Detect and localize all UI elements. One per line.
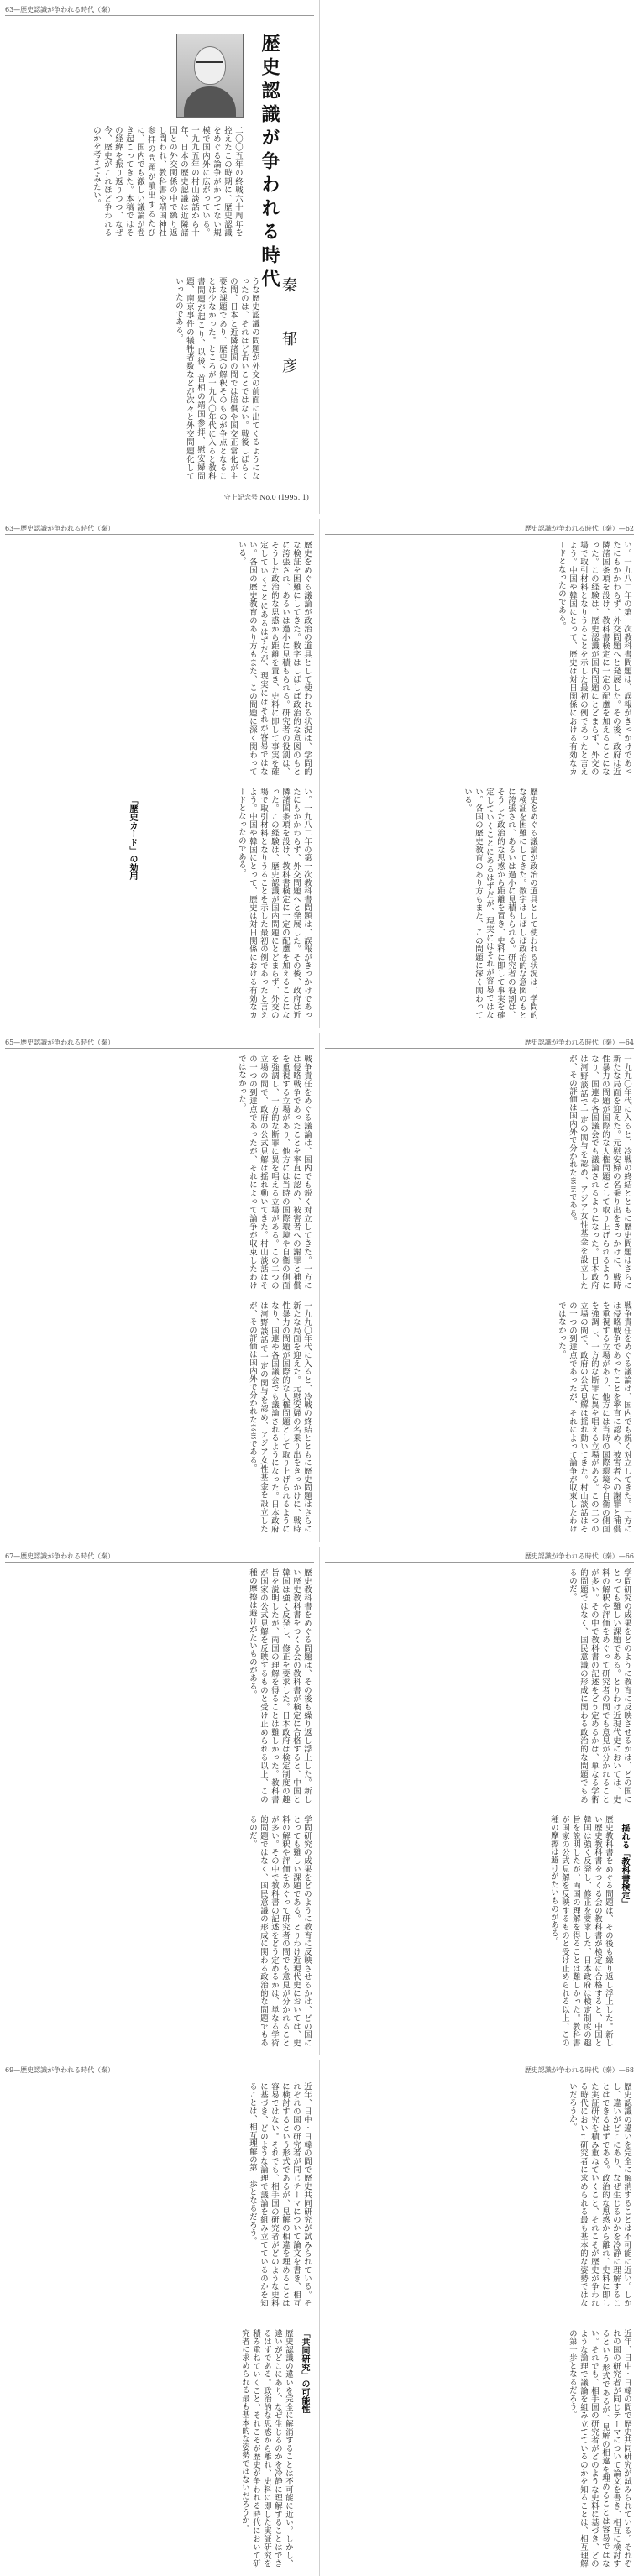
running-header: 65—歴史認識が争われる時代（秦） xyxy=(5,1039,115,1046)
header-rule xyxy=(5,1048,314,1049)
section-heading: 「共同研究」の可能性 xyxy=(300,2329,309,2413)
body-text-bottom: 近年、日中・日韓の間で歴史共同研究が試みられている。それぞれの国の研究者が同じテーマについて論文を書き、相互に検討するという形式であるが、見解の相違を埋めることは容易ではない。それでも、相手国の研究者がどのような史料に基づき、どのような論理で議論を組み立てているのかを知ることは、相互理解の第一歩となるだろう。 xyxy=(568,2329,631,2568)
author-name: 秦 郁彦 xyxy=(280,277,297,385)
page-right xyxy=(320,2060,639,2576)
blank-page xyxy=(320,0,639,514)
running-header: 歴史認識が争われる時代（秦）—62 xyxy=(524,525,634,532)
running-header: 69—歴史認識が争われる時代（秦） xyxy=(5,2066,115,2074)
running-header: 歴史認識が争われる時代（秦）—66 xyxy=(524,1552,634,1560)
spread-2 xyxy=(0,519,639,1028)
body-text-bottom: 歴史をめぐる議論が政治の道具として使われる状況は、学問的な検証を困難にしてきた。数字はしばしば政治的な意図のもとに誇張され、あるいは過小に見積もられる。研究者の役割は、そうした政治的な思惑から距離を置き、史料に即して事実を確定していくことにあるはずだが、現実にはそれが容易ではない。各国の歴史教育のあり方もまた、この問題に深く関わっている。 xyxy=(463,788,537,1019)
body-text-top: 歴史教科書をめぐる問題は、その後も繰り返し浮上した。新しい歴史教科書をつくる会の教科書が検定に合格すると、中国と韓国は強く反発し、修正を要求した。日本政府は検定制度の趣旨を説明したが、両国の理解を得ることは難しかった。教科書が国家の公式見解を反映するものと受け止められる以上、この種の摩擦は避けがたいものがある。 xyxy=(248,1568,312,1804)
body-text-top: 戦争責任をめぐる議論は、国内でも鋭く対立してきた。一方には侵略戦争であったことを率直に認め、被害者への謝罪と補償を重視する立場があり、他方には当時の国際環境や自衛の側面を強調し、一方的な断罪に異を唱える立場がある。この二つの立場の間で、政府の公式見解は揺れ動いてきた。村山談話はその一つの到達点であったが、それによって論争が収束したわけではなかった。 xyxy=(237,1055,312,1290)
running-header: 63—歴史認識が争われる時代（秦） xyxy=(5,525,115,532)
header-rule xyxy=(325,534,634,535)
body-text-bottom: 学問研究の成果をどのように教育に反映させるかは、どの国にとっても難しい課題である。とりわけ近現代史においては、史料の解釈や評価をめぐって研究者の間でも意見が分かれることが多い。その中で教科書の記述をどう定めるかは、単なる学術的問題ではなく、国民意識の形成に関わる政治的な問題でもあるのだ。 xyxy=(248,1815,312,2047)
spread-4 xyxy=(0,1547,639,2055)
body-text-top: 近年、日中・日韓の間で歴史共同研究が試みられている。それぞれの国の研究者が同じテーマについて論文を書き、相互に検討するという形式であるが、見解の相違を埋めることは容易ではない。それでも、相手国の研究者がどのような史料に基づき、どのような論理で議論を組み立てているのかを知ることは、相互理解の第一歩となるだろう。 xyxy=(248,2082,312,2307)
article-title: 歴史認識が争われる時代 xyxy=(259,34,280,292)
page-left xyxy=(0,519,319,1028)
body-text-top: い。一九八二年の第一次教科書問題は、誤報がきっかけであったにもかかわらず、外交問題へと発展した。その後、政府は近隣諸国条項を設け、教科書検定に一定の配慮を加えることになった。この経験は、歴史認識が国内問題にとどまらず、外交の場で取引材料となりうることを示した最初の例であったと言えよう。中国や韓国にとって、歴史は対日関係における有効なカードとなったのである。 xyxy=(557,541,631,776)
page-left xyxy=(0,1033,319,1542)
page-left xyxy=(0,2060,319,2576)
body-text-bottom: 歴史認識の違いを完全に解消することは不可能に近い。しかし、違いがどこにあり、なぜ生じるのかを冷静に理解することはできるはずである。政治的な思惑から離れ、史料に即した実証研究を積み重ねていくこと、それこそが歴史が争われる時代において研究者に求められる最も基本的な姿勢ではないだろうか。 xyxy=(240,2329,293,2568)
header-rule xyxy=(5,1562,314,1563)
page-left xyxy=(0,1547,319,2055)
header-rule xyxy=(5,15,314,16)
section-heading: 「歴史カード」の効用 xyxy=(128,796,137,880)
body-text-a: うな歴史認識の問題が外交の前面に出てくるようになったのは、それほど古いことではない。戦後しばらくの間、日本と近隣諸国の間では賠償や国交正常化が主要な課題であり、歴史の解釈そのものが争点となることは少なかった。ところが一九八〇年代に入ると教科書問題が起こり、以後、首相の靖国参拝、慰安婦問題、南京事件の犠牲者数などが次々と外交問題化していったのである。 xyxy=(174,277,259,480)
spread-5 xyxy=(0,2060,639,2576)
body-text-bottom: 一九九〇年代に入ると、冷戦の終結とともに歴史問題はさらに新たな局面を迎えた。元慰安婦の名乗り出をきっかけに、戦時性暴力の問題が国際的な人権問題として取り上げられるようになり、国連や各国議会でも議論されるようになった。日本政府は河野談話で一定の関与を認め、アジア女性基金を設立したが、その評価は国内外で分かれたままである。 xyxy=(248,1301,312,1533)
body-text-top: 歴史認識の違いを完全に解消することは不可能に近い。しかし、違いがどこにあり、なぜ生じるのかを冷静に理解することはできるはずである。政治的な思惑から離れ、史料に即した実証研究を積み重ねていくこと、それこそが歴史が争われる時代において研究者に求められる最も基本的な姿勢ではないだろうか。 xyxy=(568,2082,631,2307)
spread-3 xyxy=(0,1033,639,1542)
page-right xyxy=(320,519,639,1028)
running-header: 歴史認識が争われる時代（秦）—64 xyxy=(524,1039,634,1046)
header-rule xyxy=(5,534,314,535)
running-header: 67—歴史認識が争われる時代（秦） xyxy=(5,1552,115,1560)
body-text-bottom: 歴史教科書をめぐる問題は、その後も繰り返し浮上した。新しい歴史教科書をつくる会の教科書が検定に合格すると、中国と韓国は強く反発し、修正を要求した。日本政府は検定制度の趣旨を説明したが、両国の理解を得ることは難しかった。教科書が国家の公式見解を反映するものと受け止められる以上、この種の摩擦は避けがたいものがある。 xyxy=(549,1815,613,2047)
section-heading: 揺れる「教科書検定」 xyxy=(620,1824,629,1908)
author-photo xyxy=(176,34,244,118)
spread-1 xyxy=(0,0,639,514)
header-rule xyxy=(325,1562,634,1563)
title-page xyxy=(0,0,319,514)
body-text-top: 歴史をめぐる議論が政治の道具として使われる状況は、学問的な検証を困難にしてきた。数字はしばしば政治的な意図のもとに誇張され、あるいは過小に見積もられる。研究者の役割は、そうした政治的な思惑から距離を置き、史料に即して事実を確定していくことにあるはずだが、現実にはそれが容易ではない。各国の歴史教育のあり方もまた、この問題に深く関わっている。 xyxy=(237,541,312,776)
body-text-bottom: 戦争責任をめぐる議論は、国内でも鋭く対立してきた。一方には侵略戦争であったことを率直に認め、被害者への謝罪と補償を重視する立場があり、他方には当時の国際環境や自衛の側面を強調し、一方的な断罪に異を唱える立場がある。この二つの立場の間で、政府の公式見解は揺れ動いてきた。村山談話はその一つの到達点であったが、それによって論争が収束したわけではなかった。 xyxy=(557,1301,631,1533)
body-text-top: 学問研究の成果をどのように教育に反映させるかは、どの国にとっても難しい課題である。とりわけ近現代史においては、史料の解釈や評価をめぐって研究者の間でも意見が分かれることが多い。その中で教科書の記述をどう定めるかは、単なる学術的問題ではなく、国民意識の形成に関わる政治的な問題でもあるのだ。 xyxy=(568,1568,631,1804)
running-header: 63—歴史認識が争われる時代（秦） xyxy=(5,6,115,13)
page-right xyxy=(320,1547,639,2055)
page-right xyxy=(320,1033,639,1542)
body-text-bottom: い。一九八二年の第一次教科書問題は、誤報がきっかけであったにもかかわらず、外交問題へと発展した。その後、政府は近隣諸国条項を設け、教科書検定に一定の配慮を加えることになった。この経験は、歴史認識が国内問題にとどまらず、外交の場で取引材料となりうることを示した最初の例であったと言えよう。中国や韓国にとって、歴史は対日関係における有効なカードとなったのである。 xyxy=(237,788,312,1019)
publication-info: 守上記念号 No.0 (1995. 1) xyxy=(223,494,309,501)
running-header: 歴史認識が争われる時代（秦）—68 xyxy=(524,2066,634,2074)
body-text-top: 一九九〇年代に入ると、冷戦の終結とともに歴史問題はさらに新たな局面を迎えた。元慰安婦の名乗り出をきっかけに、戦時性暴力の問題が国際的な人権問題として取り上げられるようになり、国連や各国議会でも議論されるようになった。日本政府は河野談話で一定の関与を認め、アジア女性基金を設立したが、その評価は国内外で分かれたままである。 xyxy=(568,1055,631,1290)
intro-text: 二〇〇五年の終戦六十周年を控えたこの時期に、歴史認識をめぐる論争がかつてない規模で国内外に広がっている。一九九五年の村山談話から十年、日本の歴史認識は近隣諸国との外交関係の中で繰り返し問われ、教科書や靖国神社参拝の問題が噴出するたびに、国内でも激しい議論が巻き起こってきた。本稿ではその経緯を振り返りつつ、なぜ今、歴史がこれほど争われるのかを考えてみたい。 xyxy=(92,126,243,237)
header-rule xyxy=(325,1048,634,1049)
